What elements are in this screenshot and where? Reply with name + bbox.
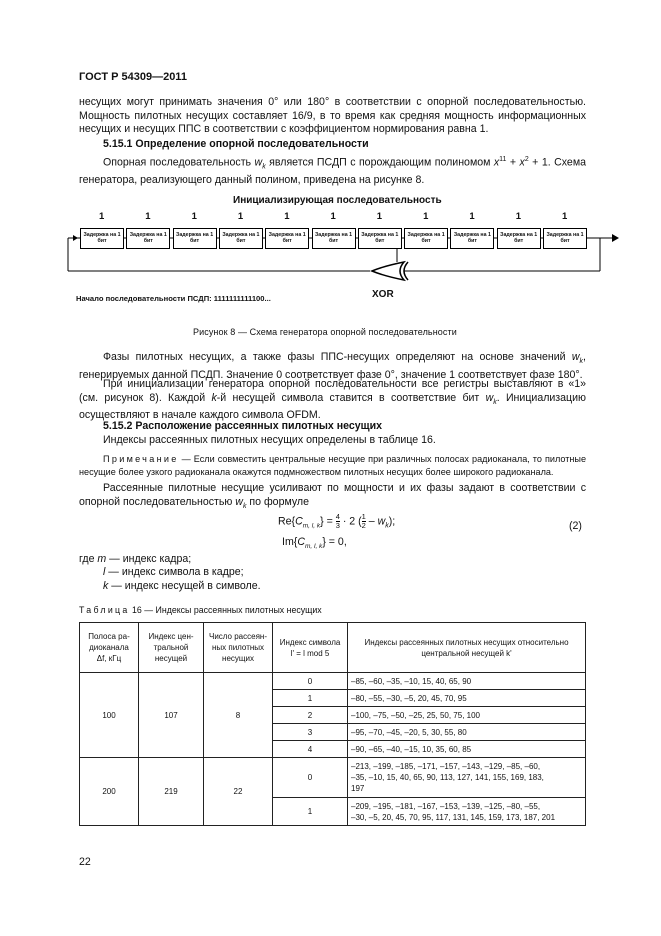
text: — индекс символа в кадре; (105, 566, 244, 578)
text: ных пилотных (211, 643, 265, 652)
text: несущей (154, 654, 188, 663)
text: · 2 ( (339, 515, 362, 528)
var-w: w (485, 391, 494, 404)
cell-values: –100, –75, –50, –25, 25, 50, 75, 100 (348, 707, 586, 724)
paragraph-1: несущих могут принимать значения 0° или 180° в соответствии с опорной последовательностью. Мощность пилотных несущих составляет 16/9, в то время как средняя мощность информационных несущих и несущих ППС в соответствии с коэффициентом нормирования равна 1. (79, 96, 586, 135)
init-bit: 1 (284, 211, 290, 222)
cell-center: 219 (139, 758, 204, 826)
var-x: x (493, 156, 500, 169)
text: } = 0, (322, 536, 347, 548)
sub-k: k (493, 398, 497, 406)
cell-values (348, 758, 586, 798)
text: ); (388, 515, 396, 528)
cell-idx: 1 (273, 690, 348, 707)
var-w: w (571, 351, 580, 363)
var-w: w (377, 515, 386, 528)
text: — индекс несущей в символе. (108, 580, 261, 592)
cell-band: 200 (80, 758, 139, 826)
header-count (204, 623, 273, 673)
delay-register: Задержка на 1 бит (265, 228, 309, 249)
formula-re (278, 513, 395, 530)
section-title: Расположение рассеянных пилотных несущих (135, 420, 383, 432)
where-m (79, 553, 191, 567)
init-bit: 1 (330, 211, 336, 222)
paragraph-5: Индексы рассеянных пилотных несущих определены в таблице 16. (103, 434, 436, 446)
pilot-carriers-table (79, 622, 586, 826)
xor-gate-icon (372, 262, 404, 280)
header-band (80, 623, 139, 673)
page-number: 22 (79, 856, 91, 868)
text: Индексы рассеянных пилотных несущих относительно (364, 637, 569, 647)
init-bit: 1 (191, 211, 197, 222)
sub-k: k (385, 522, 389, 530)
diagram-wires (0, 0, 661, 320)
var-w: w (235, 495, 243, 508)
cell-idx: 0 (273, 673, 348, 690)
cell-idx: 4 (273, 741, 348, 758)
var-k: k (211, 391, 217, 404)
text: Re{ (278, 515, 296, 528)
cell-values: –90, –65, –40, –15, 10, 35, 60, 85 (348, 741, 586, 758)
text: Полоса ра- (88, 632, 130, 641)
text: При инициализации генератора опорной последовательности все регистры выставляют в «1» (см. рисунок 8). Каждой (79, 378, 586, 404)
section-title: Определение опорной последовательности (135, 138, 369, 150)
sub-mlk: m, l, k (304, 543, 323, 551)
delay-register: Задержка на 1 бит (450, 228, 494, 249)
init-bit: 1 (515, 211, 521, 222)
text: + 1. Схема генератора, реализующего данный полином, приведена на рисунке 8. (79, 156, 586, 187)
formula-number: (2) (569, 520, 582, 532)
text: является ПСДП с порождающим полиномом (265, 156, 494, 169)
text: –35, –10, 15, 40, 65, 90, 113, 127, 141, 155, 169, 183, (351, 773, 544, 782)
delay-register: Задержка на 1 бит (126, 228, 170, 249)
table-caption (79, 605, 322, 615)
header-indices (348, 623, 586, 673)
table-title: 16 — Индексы рассеянных пилотных несущих (129, 605, 322, 615)
text: + (506, 156, 520, 169)
delay-register: Задержка на 1 бит (543, 228, 587, 249)
cell-band: 100 (80, 673, 139, 758)
sub-mlk: m, l, k (302, 522, 321, 530)
output-arrow-icon (612, 234, 619, 242)
denominator: 2 (361, 521, 366, 530)
delay-register: Задержка на 1 бит (358, 228, 402, 249)
var-c: C (297, 536, 305, 548)
delay-register: Задержка на 1 бит (497, 228, 541, 249)
figure-8-diagram (0, 0, 661, 320)
init-bit: 1 (562, 211, 568, 222)
numerator: 1 (361, 512, 366, 521)
figure-caption: Рисунок 8 — Схема генератора опорной последовательности (193, 327, 457, 337)
text: Δf, кГц (96, 654, 122, 663)
init-bit: 1 (99, 211, 105, 222)
var-x: x (519, 156, 525, 169)
var-l: l (103, 566, 106, 578)
table-row (80, 673, 586, 690)
var-m: m (97, 553, 107, 565)
where-k (103, 580, 261, 594)
paragraph-6 (79, 482, 586, 513)
delay-register: Задержка на 1 бит (173, 228, 217, 249)
paragraph-4 (79, 378, 586, 423)
cell-values: –80, –55, –30, –5, 20, 45, 70, 95 (348, 690, 586, 707)
header-symbol-index (273, 623, 348, 673)
cell-values: –95, –70, –45, –20, 5, 30, 55, 80 (348, 724, 586, 741)
cell-idx: 1 (273, 798, 348, 826)
note-label: Примечание (103, 454, 179, 464)
delay-register: Задержка на 1 бит (80, 228, 124, 249)
text: Индекс цен- (148, 632, 194, 641)
diagram-title: Инициализирующая последовательность (233, 195, 442, 206)
text: } = (320, 515, 336, 528)
sub-k: k (242, 502, 247, 510)
text: – (365, 515, 378, 528)
delay-register: Задержка на 1 бит (404, 228, 448, 249)
init-bit: 1 (376, 211, 383, 222)
delay-register: Задержка на 1 бит (312, 228, 356, 249)
text: –213, –199, –185, –171, –157, –143, –129, –85, –60, (351, 762, 541, 771)
text: –30, –5, 20, 45, 70, 95, 117, 131, 145, 159, 173, 187, 201 (351, 812, 556, 822)
text: по формуле (246, 495, 310, 508)
section-heading-5-15-2 (103, 420, 382, 434)
init-bit: 1 (145, 211, 151, 222)
cell-count: 8 (204, 673, 273, 758)
arrow-icon (73, 235, 78, 241)
text: . Инициализацию осуществляют в начале каждого символа OFDM. (79, 391, 586, 422)
text: Опорная последовательность (103, 156, 255, 169)
sequence-start-label: Начало последовательности ПСДП: 1111111111100... (76, 294, 271, 303)
text: , генерируемых данной ПСДП. Значение 0 соответствует фазе 0°, значение 1 соответствует фазе 180°. (79, 351, 586, 381)
cell-idx: 3 (273, 724, 348, 741)
table-row (80, 758, 586, 798)
numerator: 4 (335, 512, 340, 521)
text: центральной несущей k' (421, 648, 512, 658)
cell-values (348, 798, 586, 826)
var-c: C (295, 515, 303, 528)
text: Число рассеян- (209, 632, 267, 641)
table-label: Таблица (79, 605, 130, 615)
header-center-index (139, 623, 204, 673)
note (79, 453, 586, 478)
cell-count: 22 (204, 758, 273, 826)
where-l (103, 566, 244, 580)
xor-label: XOR (372, 289, 394, 300)
text: Im{ (282, 536, 298, 548)
note-text: — Если совместить центральные несущие при различных полосах радиоканала, то пилотные несущие более узкого радиоканала окажутся подмножеством пилотных несущих более широкого радиоканала. (79, 454, 586, 477)
text: 197 (351, 784, 365, 793)
exp-2: 2 (524, 156, 529, 163)
text: Фазы пилотных несущих, а также фазы ППС-несущих определяют на основе значений (103, 351, 572, 363)
init-bit: 1 (469, 211, 475, 222)
sub-k: k (262, 163, 266, 171)
sub-k: k (579, 358, 584, 366)
exp-11: 11 (499, 156, 507, 163)
var-k: k (103, 580, 109, 592)
cell-values: –85, –60, –35, –10, 15, 40, 65, 90 (348, 673, 586, 690)
cell-center: 107 (139, 673, 204, 758)
text: l' = l mod 5 (290, 648, 330, 658)
table-header-row (80, 623, 586, 673)
section-number: 5.15.1 (103, 138, 133, 150)
text: диоканала (89, 643, 129, 652)
text: Рассеянные пилотные несущие усиливают по мощности и их фазы задают в соответствии с опорной последовательностью (79, 482, 586, 508)
init-bit: 1 (423, 211, 429, 222)
cell-idx: 2 (273, 707, 348, 724)
text: -й несущей символа ставится в соответствие бит (216, 391, 486, 404)
denominator: 3 (335, 521, 340, 530)
text: несущих (222, 654, 254, 663)
text: где (79, 553, 98, 565)
formula-im (282, 536, 347, 550)
cell-idx: 0 (273, 758, 348, 798)
text: Индекс символа (279, 637, 341, 647)
section-number: 5.15.2 (103, 420, 133, 432)
text: — индекс кадра; (106, 553, 192, 565)
delay-register: Задержка на 1 бит (219, 228, 263, 249)
text: –209, –195, –181, –167, –153, –139, –125, –80, –55, (351, 801, 541, 811)
page-header: ГОСТ Р 54309—2011 (79, 71, 187, 83)
var-w: w (254, 156, 263, 169)
text: тральной (153, 643, 189, 652)
init-bit: 1 (237, 211, 244, 222)
